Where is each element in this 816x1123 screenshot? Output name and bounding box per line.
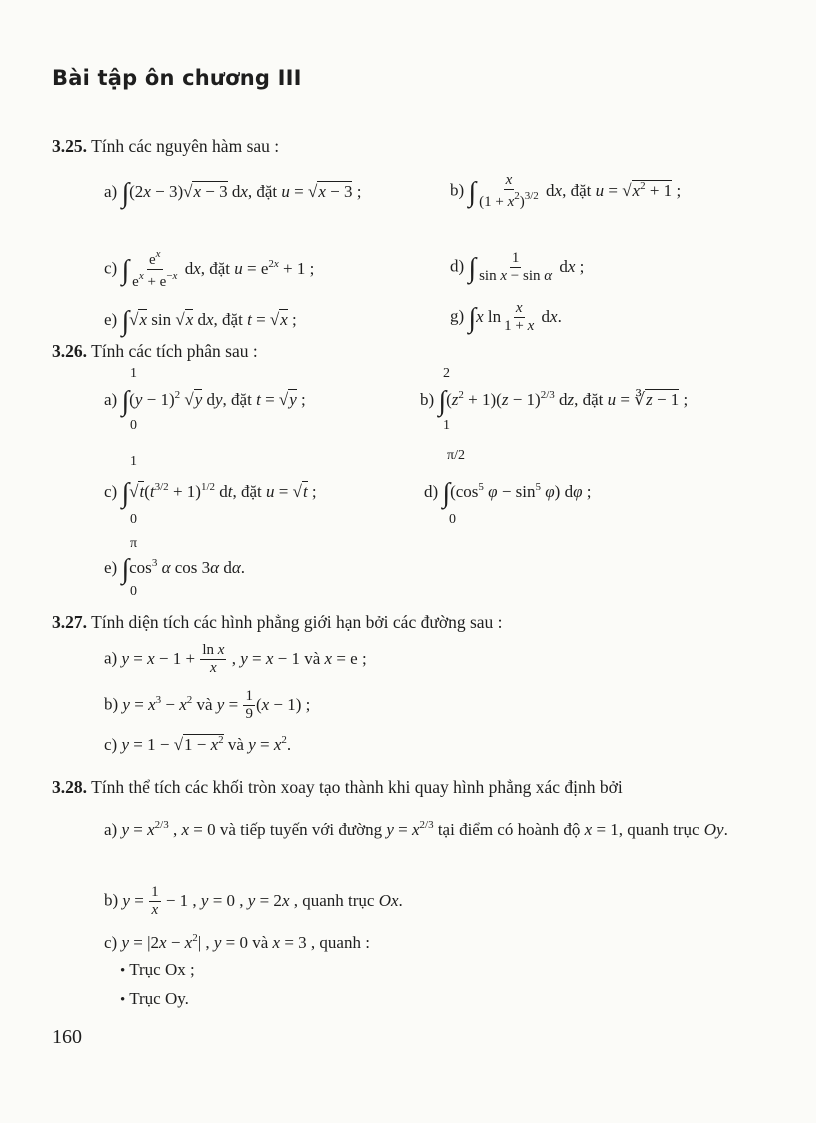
problem-3-25-a: [104, 180, 361, 208]
part-label: a): [104, 648, 118, 668]
problem-3-26-a: [104, 388, 306, 416]
part-label: b): [104, 890, 119, 910]
problem-3-25-b: [450, 172, 681, 212]
upper-limit: 1: [130, 454, 137, 469]
part-label: b): [450, 180, 465, 200]
problem-3-27-a: [104, 642, 367, 678]
problem-3-26-c: [104, 480, 317, 508]
formula: ∫ $\frac{x}{(1 + x^2)^{3/2}}$ dx, đặt $u = √x^2 + 1$ ;: [468, 172, 682, 211]
page-title: Bài tập ôn chương III: [52, 66, 302, 90]
problem-intro: Tính các tích phân sau :: [91, 341, 258, 361]
lower-limit: 0: [449, 512, 456, 527]
lower-limit: 0: [130, 512, 137, 527]
lower-limit: 1: [443, 418, 450, 433]
bullet-text: Trục Ox ;: [129, 960, 195, 979]
formula: ∫(2x − 3)√x − 3 dx, đặt u = √x − 3 ;: [121, 178, 362, 209]
problem-3-27-b: [104, 688, 310, 724]
formula: $\int\cos^3$ α cos 3α dα.: [121, 554, 246, 585]
problem-3-25-e: [104, 308, 297, 336]
upper-limit: π: [130, 536, 138, 551]
bullet-icon: •: [120, 963, 126, 979]
problem-number: 3.28.: [52, 777, 87, 797]
problem-3-26-b: [420, 388, 688, 416]
formula: ∫√x sin √x dx, đặt t = √x ;: [121, 306, 297, 337]
formula: $\int(\cos^5$ $\varphi - \sin^5 \varphi$) dφ ;: [442, 478, 592, 509]
formula: $\int(y - 1)^2$ √y dy, đặt t = √y ;: [121, 386, 306, 417]
formula: ∫ $\frac{e^x}{e^x + e^{-x}}$ dx, đặt $u = e^{2x} + 1$ ;: [121, 248, 315, 291]
formula: y = $\frac{1}{x}$ − 1 , y = 0 , y = 2x , quanh trục Ox.: [122, 884, 403, 919]
problem-3-26-d: [424, 480, 591, 508]
part-label: a): [104, 182, 118, 201]
part-label: b): [104, 694, 119, 714]
bullet-text: Trục Oy.: [129, 989, 189, 1008]
bullet-icon: •: [120, 992, 126, 1008]
problem-3-28-header: [52, 777, 623, 798]
formula: $y = x^3 - x^2$ và y = $\frac{1}{9}$ (x − 1) ;: [122, 688, 311, 723]
problem-3-28-c: [104, 932, 370, 953]
problem-intro: Tính diện tích các hình phẳng giới hạn bởi các đường sau :: [91, 612, 503, 632]
problem-3-26-e: [104, 556, 245, 584]
page-number: 160: [52, 1026, 82, 1048]
lower-limit: 0: [130, 584, 137, 599]
problem-3-27-c: [104, 734, 291, 755]
formula: $y = x^{2/3}$ , x = 0 và tiếp tuyến với đường $y = x^{2/3}$ tại điểm có hoành độ x = 1, quanh trục Oy.: [121, 819, 728, 839]
problem-3-28-a: [104, 810, 764, 845]
lower-limit: 0: [130, 418, 137, 433]
list-item: [120, 960, 195, 980]
part-label: g): [450, 306, 465, 326]
formula: y = x − 1 + $\frac{\text{ln x}}{x}$ , y = x − 1 và x = e ;: [121, 642, 367, 677]
problem-3-25-c: [104, 248, 314, 292]
part-label: c): [104, 258, 118, 278]
formula: $\int(z^2 + 1)(z - 1)^{2/3}$ dz, đặt u = ∛z − 1 ;: [438, 386, 689, 417]
problem-3-25-g: [450, 300, 562, 336]
part-label: d): [424, 482, 439, 501]
part-label: a): [104, 820, 118, 839]
upper-limit: 1: [130, 366, 137, 381]
part-label: d): [450, 256, 465, 276]
problem-intro: Tính các nguyên hàm sau :: [91, 136, 280, 156]
problem-3-28-b: [104, 884, 403, 920]
formula: ∫x ln $\frac{x}{1 + x}$ dx.: [468, 300, 562, 335]
problem-3-25-header: [52, 136, 279, 157]
problem-3-25-d: [450, 250, 584, 286]
upper-limit: π/2: [447, 448, 465, 463]
list-item: [120, 989, 189, 1009]
upper-limit: 2: [443, 366, 450, 381]
formula: ∫ $\frac{1}{\text{sin x − sin α}}$ dx ;: [468, 250, 585, 285]
problem-number: 3.26.: [52, 341, 87, 361]
problem-3-27-header: [52, 612, 503, 633]
formula: $y = 1 - √1 - x^2$ và $y = x^2$.: [121, 734, 292, 754]
problem-3-26-header: [52, 341, 258, 362]
part-label: e): [104, 558, 118, 577]
part-label: e): [104, 310, 118, 329]
formula: $y = |2x - x^2|$ , y = 0 và x = 3 , quanh :: [121, 932, 370, 952]
problem-number: 3.25.: [52, 136, 87, 156]
part-label: c): [104, 735, 118, 754]
part-label: c): [104, 933, 118, 952]
part-label: c): [104, 482, 118, 501]
problem-intro: Tính thể tích các khối tròn xoay tạo thành khi quay hình phẳng xác định bởi: [91, 777, 623, 797]
part-label: b): [420, 390, 435, 409]
formula: $\int√t(t^{3/2} + 1)^{1/2}$ dt, đặt u = √t ;: [121, 478, 317, 509]
part-label: a): [104, 390, 118, 409]
problem-number: 3.27.: [52, 612, 87, 632]
